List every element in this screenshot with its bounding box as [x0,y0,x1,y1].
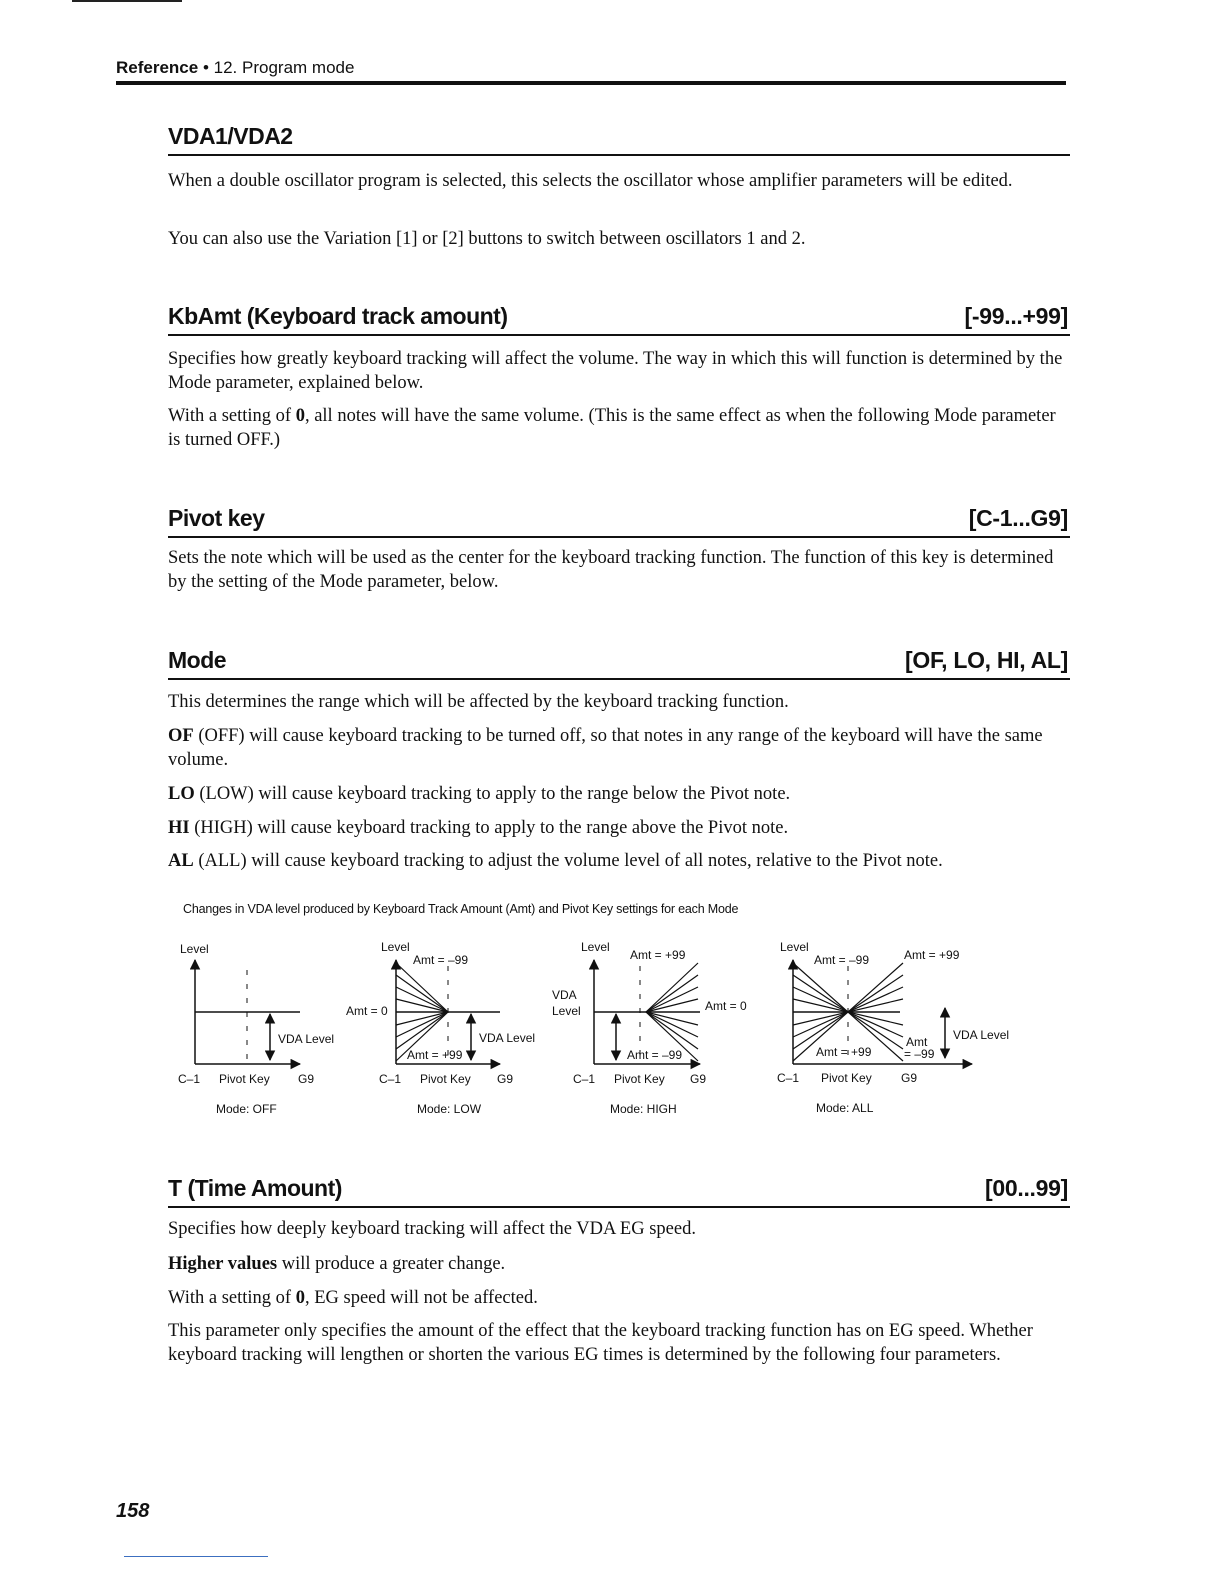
kbamt-paragraph-2 [168,404,1070,452]
time-p3-text-b: , EG speed will not be affected. [304,1288,538,1308]
mode-code-of: OF [168,726,194,746]
g9-label: G9 [298,1072,315,1086]
time-paragraph-3 [168,1286,1070,1310]
c-minus-1-label: C–1 [573,1072,596,1086]
kbamt-p2-text-b: , all notes will have the same volume. (This is the same effect as when the following Mode parameter is turned OFF.) [168,406,1056,450]
mode-code-hi: HI [168,818,190,838]
amt-line [646,1012,698,1049]
running-header [116,58,354,78]
section-head-time [168,1166,1070,1208]
page-number: 158 [116,1500,150,1522]
amt-label: Amt [906,1035,928,1049]
g9-label: G9 [497,1072,514,1086]
section-head-pivot [168,496,1070,538]
amt-line [646,999,698,1012]
header-section: Reference [116,58,199,77]
keyboard-tracking-diagram [160,930,1020,1120]
amt-line [396,963,448,1012]
header-rule [116,81,1066,85]
amt-0-label: Amt = 0 [346,1004,388,1018]
c-minus-1-label: C–1 [777,1071,800,1085]
amt-plus-99-label: Amt = +99 [630,948,686,962]
section-range-kbamt: [-99...+99] [964,303,1068,329]
header-chapter: 12. Program mode [213,58,355,77]
level-label: Level [780,940,809,954]
level-side-label: Level [552,1004,581,1018]
bottom-rule [124,1556,268,1557]
amt-line [396,1012,448,1049]
section-title-vda: VDA1/VDA2 [168,123,293,149]
time-paragraph-1: Specifies how deeply keyboard tracking will affect the VDA EG speed. [168,1219,696,1239]
amt-plus-99-bottom-label: Amt = +99 [816,1045,872,1059]
amt-line [396,987,448,1012]
time-p3-text-a: With a setting of [168,1288,296,1308]
section-title-kbamt: KbAmt (Keyboard track amount) [168,303,508,329]
g9-label: G9 [901,1071,918,1085]
panel-mode-all [777,940,1009,1115]
mode-text-al: (ALL) will cause keyboard tracking to adjust the volume level of all notes, relative to the Pivot note. [193,851,943,871]
amt-line [396,975,448,1012]
amt-line [646,975,698,1012]
mode-item-hi [168,816,1070,840]
amt-line [396,1012,448,1025]
kbamt-p2-text-a: With a setting of [168,406,296,426]
mode-label-all: Mode: ALL [816,1101,874,1115]
mode-item-al [168,849,1070,873]
section-range-mode: [OF, LO, HI, AL] [905,647,1068,673]
amt-line [646,1012,698,1037]
vda-level-label: VDA Level [953,1028,1010,1042]
kbamt-p2-bold: 0 [295,406,305,426]
top-corner-rule [72,0,182,2]
mode-label-low: Mode: LOW [417,1102,482,1116]
vda-label: VDA [552,988,577,1002]
amt-minus-99-label: Amt = –99 [814,953,870,967]
level-label: Level [581,940,610,954]
time-p2-text: will produce a greater change. [277,1254,506,1274]
mode-label-high: Mode: HIGH [610,1102,677,1116]
amt-0-label: Amt = 0 [705,999,747,1013]
time-paragraph-4: This parameter only specifies the amount of the effect that the keyboard tracking function has on EG speed. Whether keyboard tracking will lengthen or shorten the various EG times is determined by the following four parameters. [168,1321,1033,1365]
amt-line [646,963,698,1012]
panel-mode-high [552,940,747,1116]
amt-line [646,987,698,1012]
panel-mode-low [346,940,535,1116]
panel-mode-off [178,942,334,1116]
section-head-kbamt [168,294,1070,336]
amt-minus-99-label: Amt = –99 [413,953,469,967]
amt-plus-99-label: Amt = +99 [407,1048,463,1062]
amt-line [646,1012,698,1025]
pivot-key-label: Pivot Key [420,1072,471,1086]
header-bullet: • [202,58,209,77]
section-head-vda [168,114,1070,156]
amt-plus-99-label: Amt = +99 [904,948,960,962]
pivot-key-label: Pivot Key [219,1072,270,1086]
time-p2-bold: Higher values [168,1254,278,1274]
figure-caption: Changes in VDA level produced by Keyboard Track Amount (Amt) and Pivot Key settings for each Mode [183,902,739,916]
eq-minus-99-label: = –99 [904,1047,935,1061]
vda-level-label: VDA Level [278,1032,335,1046]
pivot-paragraph-1: Sets the note which will be used as the center for the keyboard tracking function. The function of this key is determined by the setting of the Mode parameter, below. [168,548,1054,592]
pivot-key-label: Pivot Key [821,1071,872,1085]
amt-line [396,1012,448,1037]
section-head-mode [168,638,1070,680]
vda-paragraph-1: When a double oscillator program is selected, this selects the oscillator whose amplifier parameters will be edited. [168,171,1013,191]
vda-paragraph-2: You can also use the Variation [1] or [2] buttons to switch between oscillators 1 and 2. [168,229,806,249]
time-p3-bold: 0 [295,1288,305,1308]
kbamt-paragraph-1: Specifies how greatly keyboard tracking will affect the volume. The way in which this will function is determined by the Mode parameter, explained below. [168,349,1063,393]
mode-label-off: Mode: OFF [216,1102,277,1116]
section-title-time: T (Time Amount) [168,1175,342,1201]
mode-text-lo: (LOW) will cause keyboard tracking to apply to the range below the Pivot note. [194,784,791,804]
level-label: Level [180,942,209,956]
section-title-mode: Mode [168,647,227,673]
time-paragraph-2 [168,1252,1070,1276]
mode-item-of [168,724,1070,772]
amt-minus-99-label: Amt = –99 [627,1048,683,1062]
mode-text-of: (OFF) will cause keyboard tracking to be turned off, so that notes in any range of the keyboard will have the same volume. [168,726,1043,770]
section-range-time: [00...99] [985,1175,1068,1201]
c-minus-1-label: C–1 [178,1072,201,1086]
amt-line [396,999,448,1012]
g9-label: G9 [690,1072,707,1086]
pivot-key-label: Pivot Key [614,1072,665,1086]
section-title-pivot: Pivot key [168,505,265,531]
vda-level-label: VDA Level [479,1031,536,1045]
mode-intro: This determines the range which will be affected by the keyboard tracking function. [168,692,789,712]
mode-item-lo [168,782,1070,806]
section-range-pivot: [C-1...G9] [968,505,1068,531]
mode-code-al: AL [168,851,194,871]
c-minus-1-label: C–1 [379,1072,402,1086]
mode-code-lo: LO [168,784,195,804]
mode-text-hi: (HIGH) will cause keyboard tracking to apply to the range above the Pivot note. [189,818,789,838]
level-label: Level [381,940,410,954]
